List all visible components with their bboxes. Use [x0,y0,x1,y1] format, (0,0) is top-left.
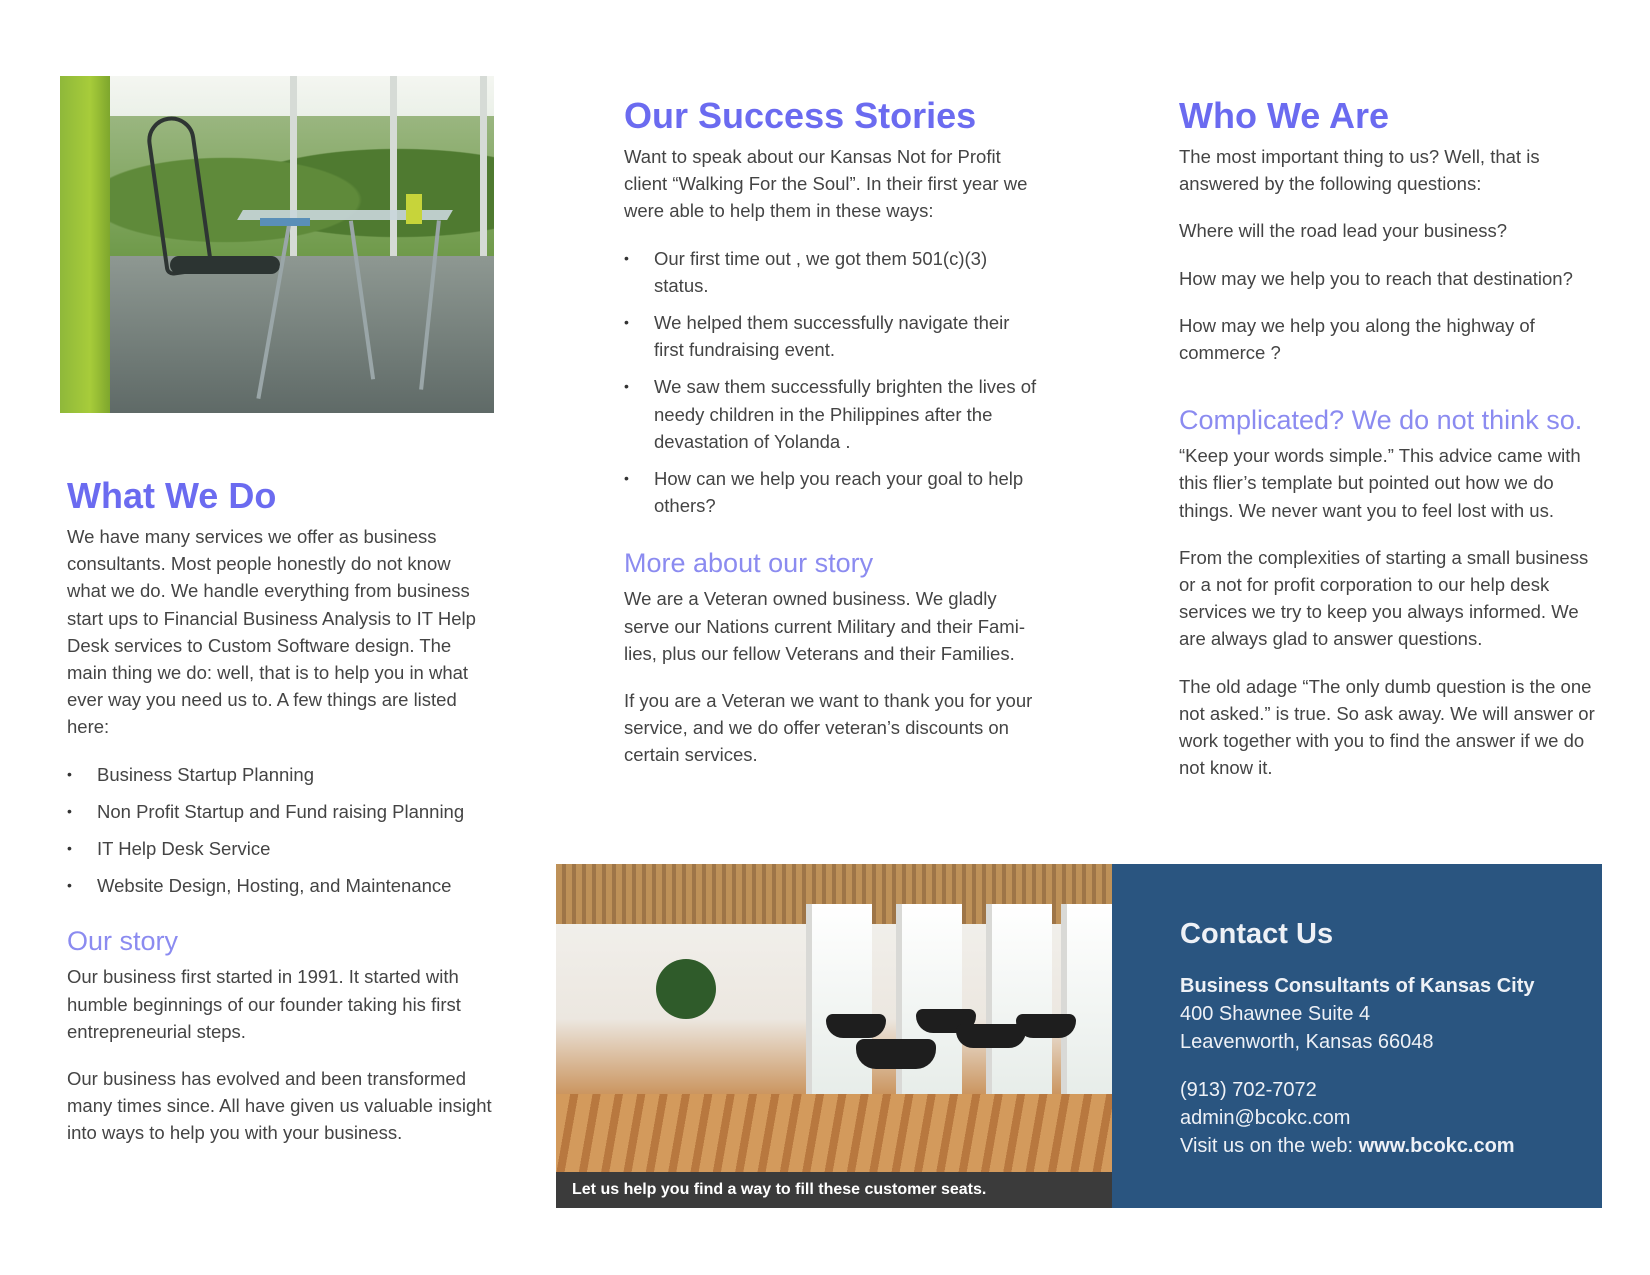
list-item: • IT Help Desk Service [67,835,492,862]
success-stories-intro: Want to speak about our Kansas Not for Profit client “Walking For the Soul”. In their first year we were able to help them in these ways: [624,146,1028,222]
photo-caption: Let us help you find a way to fill these customer seats. [556,1172,1112,1208]
more-story-p1: We are a Veteran owned business. We gladly serve our Nations current Military and their Families, plus our fellow Veterans and their Families. [624,588,1025,664]
complicated-p2: From the complexities of starting a small business or a not for profit corporation to our help desk services we try to keep you always informed. We are always glad to answer questions. [1179,546,1589,650]
list-item: • Non Profit Startup and Fund raising Planning [67,798,492,825]
list-item: • We helped them successfully navigate their first fundraising event. [624,309,1042,363]
address-line-2: Leavenworth, Kansas 66048 [1180,1031,1434,1053]
success-stories-section [624,95,1042,769]
services-list [67,761,492,900]
company-name: Business Consultants of Kansas City [1180,975,1535,997]
success-stories-heading: Our Success Stories [624,95,977,136]
email-address[interactable]: admin@bcokc.com [1180,1107,1351,1129]
website-line [1180,1132,1535,1160]
who-we-are-heading: Who We Are [1179,95,1390,136]
question-1: Where will the road lead your business? [1179,220,1508,242]
list-item: • Website Design, Hosting, and Maintenance [67,872,492,899]
office-desk-photo [60,76,494,413]
who-we-are-section [1179,95,1604,781]
contact-panel [1112,864,1602,1208]
more-story-p2: If you are a Veteran we want to thank you for your service, and we do offer veteran’s discounts on certain services. [624,690,1033,766]
question-3: How may we help you along the highway of commerce ? [1179,314,1535,364]
who-we-are-intro: The most important thing to us? Well, that is answered by the following questions: [1179,146,1540,195]
list-item: • We saw them successfully brighten the lives of needy children in the Philippines after the devastation of Yolanda . [624,373,1042,455]
question-2: How may we help you to reach that destination? [1179,267,1573,289]
website-link[interactable]: www.bcokc.com [1358,1135,1515,1157]
list-item: • How can we help you reach your goal to help others? [624,465,1042,519]
complicated-heading: Complicated? We do not think so. [1179,405,1583,436]
our-story-p2: Our business has evolved and been transformed many times since. All have given us valuable insight into ways to help you with your business. [67,1068,492,1144]
list-item: • Our first time out , we got them 501(c)(3) status. [624,245,1042,299]
contact-details [1180,972,1535,1160]
what-we-do-intro: We have many services we offer as business consultants. Most people honestly do not know what we do. We handle everything from business start ups to Financial Business Analysis to IT Help Desk services to Custom Software design. The main thing we do: well, that is to help you in what ever way you need us to. A few things are listed here: [67,526,476,738]
contact-title: Contact Us [1180,918,1334,950]
more-story-heading: More about our story [624,548,874,579]
complicated-p3: The old adage “The only dumb question is the one not asked.” is true. So ask away. We will answer or work together with you to find the answer if we do not know it. [1179,675,1595,779]
website-prefix: Visit us on the web: [1180,1135,1359,1157]
address-line-1: 400 Shawnee Suite 4 [1180,1003,1371,1025]
phone-number: (913) 702-7072 [1180,1079,1317,1101]
list-item: • Business Startup Planning [67,761,492,788]
what-we-do-heading: What We Do [67,475,277,516]
success-list [624,245,1042,520]
complicated-p1: “Keep your words simple.” This advice came with this flier’s template but pointed out how we do things. We never want you to feel lost with us. [1179,445,1581,521]
what-we-do-section [67,475,492,1147]
lounge-photo [556,864,1112,1208]
our-story-heading: Our story [67,926,179,957]
our-story-p1: Our business first started in 1991. It started with humble beginnings of our founder taking his first entrepreneurial steps. [67,966,461,1042]
